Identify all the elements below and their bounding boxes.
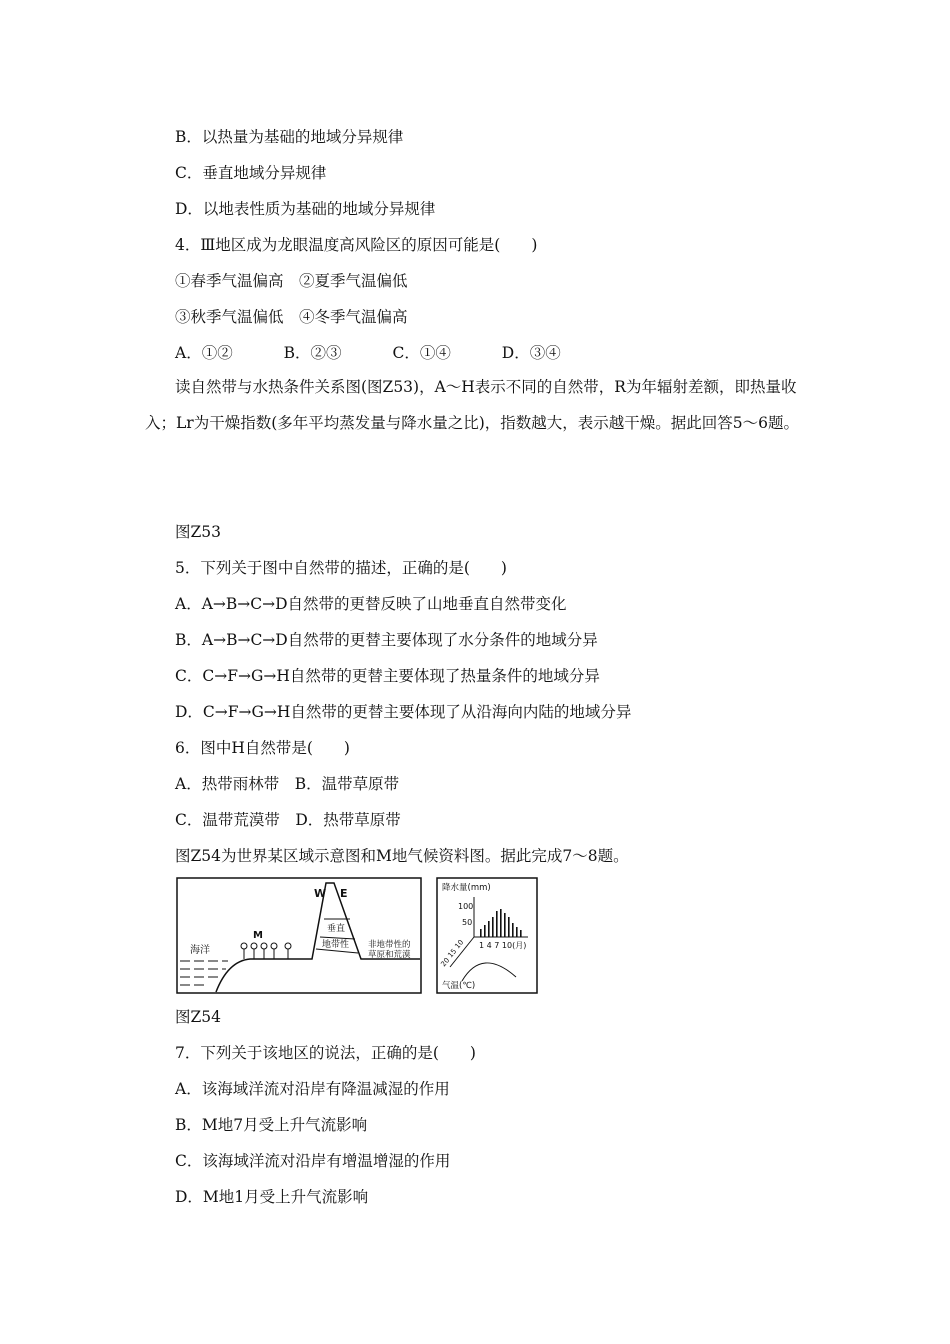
- q6-options-line1: A．热带雨林带 B．温带草原带: [175, 775, 400, 793]
- t-tick-10: 10: [453, 938, 466, 951]
- fig54-caption: 图Z54: [175, 1008, 221, 1026]
- q4-option-c: C．①④: [392, 344, 451, 362]
- q7-option-d: D．M地1月受上升气流影响: [175, 1188, 369, 1206]
- q7-option-c: C．该海域洋流对沿岸有增温增湿的作用: [175, 1152, 451, 1170]
- q7-option-a: A．该海域洋流对沿岸有降温减湿的作用: [175, 1080, 450, 1098]
- q3-option-b: B．以热量为基础的地域分异规律: [175, 128, 404, 146]
- q4-items-line2: ③秋季气温偏低 ④冬季气温偏高: [175, 308, 408, 326]
- q4-stem: 4．Ⅲ地区成为龙眼温度高风险区的原因可能是( ): [175, 236, 538, 254]
- q6-stem: 6．图中H自然带是( ): [175, 739, 350, 757]
- q5-option-a: A．A→B→C→D自然带的更替反映了山地垂直自然带变化: [175, 595, 567, 613]
- label-e: E: [340, 887, 348, 900]
- q4-option-d: D．③④: [501, 344, 561, 362]
- month-ticks: 1 4 7 10(月): [479, 941, 527, 950]
- q4-options: [175, 343, 561, 363]
- q6-options-line2: C．温带荒漠带 D．热带草原带: [175, 811, 401, 829]
- q5-option-c: C．C→F→G→H自然带的更替主要体现了热量条件的地域分异: [175, 667, 600, 685]
- label-azonal-1: 非地带性的: [368, 940, 411, 950]
- y-tick-50: 50: [462, 918, 473, 927]
- intro-7-8: 图Z54为世界某区域示意图和M地气候资料图。据此完成7～8题。: [175, 847, 629, 865]
- temp-axis-label: 气温(℃): [442, 981, 476, 991]
- label-m: M: [253, 930, 263, 941]
- fig54-map: [176, 877, 422, 994]
- label-vertical-2: 地带性: [322, 940, 350, 950]
- q7-option-b: B．M地7月受上升气流影响: [175, 1116, 368, 1134]
- q7-stem: 7．下列关于该地区的说法，正确的是( ): [175, 1044, 476, 1062]
- y-tick-100: 100: [458, 902, 474, 911]
- fig53-caption: 图Z53: [175, 523, 221, 541]
- q3-option-c: C．垂直地域分异规律: [175, 164, 327, 182]
- q4-option-b: B．②③: [283, 344, 342, 362]
- fig54-climate-chart: [436, 877, 538, 994]
- label-ocean: 海洋: [190, 945, 210, 956]
- q5-stem: 5．下列关于图中自然带的描述，正确的是( ): [175, 559, 507, 577]
- q3-option-d: D．以地表性质为基础的地域分异规律: [175, 200, 436, 218]
- q4-items-line1: ①春季气温偏高 ②夏季气温偏低: [175, 272, 408, 290]
- t-tick-15: 15: [446, 947, 459, 960]
- label-vertical-1: 垂直: [327, 924, 346, 934]
- intro-5-6: 读自然带与水热条件关系图(图Z53)，A～H表示不同的自然带，R为年辐射差额，即热量收入；Lr为干燥指数(多年平均蒸发量与降水量之比)，指数越大，表示越干燥。据此回答5～6题。: [145, 378, 800, 432]
- q5-option-d: D．C→F→G→H自然带的更替主要体现了从沿海向内陆的地域分异: [175, 703, 632, 721]
- precip-axis-label: 降水量(mm): [442, 883, 491, 893]
- label-azonal-2: 草原和荒漠: [368, 950, 411, 960]
- label-w: W: [314, 887, 327, 900]
- q4-option-a: A．①②: [175, 344, 233, 362]
- t-tick-20: 20: [439, 956, 452, 969]
- q5-option-b: B．A→B→C→D自然带的更替主要体现了水分条件的地域分异: [175, 631, 598, 649]
